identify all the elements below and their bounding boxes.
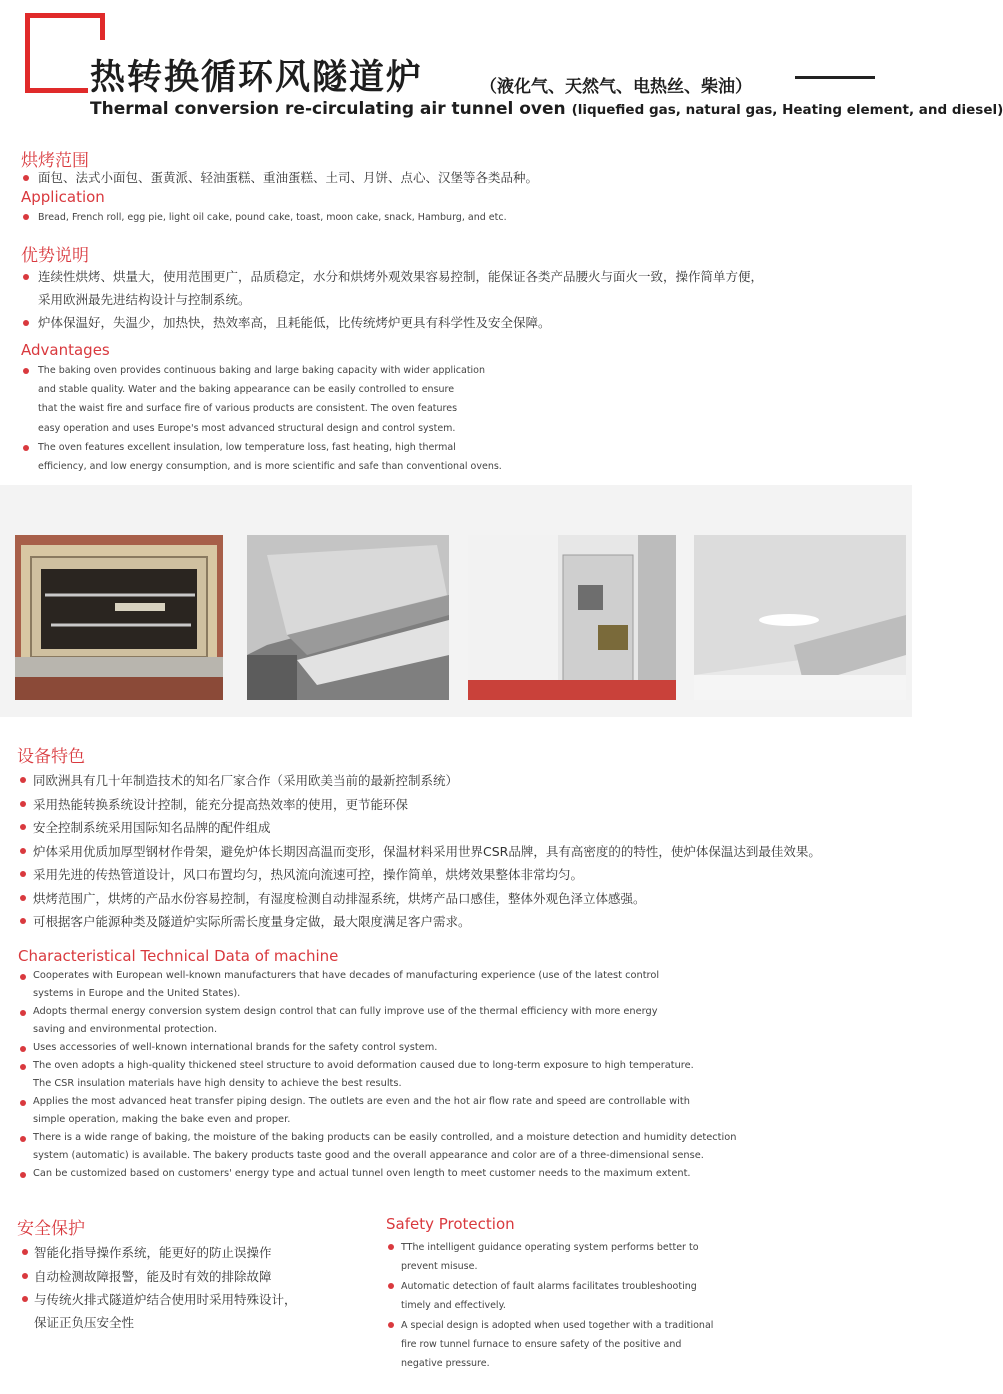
safety-item-cn-line: 保证正负压安全性 [34,1315,135,1330]
features-heading-en: Characteristical Technical Data of machine [18,947,339,965]
safety-item-en [401,1316,713,1374]
bullet-icon [23,175,29,181]
bullet-icon [20,974,26,980]
title-divider [795,76,875,79]
control-cabinet-photo [468,535,676,700]
features-item-en-line: saving and environmental protection. [33,1024,218,1035]
advantages-item-cn-line: 采用欧洲最先进结构设计与控制系统。 [38,292,251,307]
safety-item-en-line: negative pressure. [401,1358,490,1370]
features-item-en-line: Uses accessories of well-known international brands for the safety control system. [33,1042,438,1053]
bullet-icon [20,1046,26,1052]
features-item-en-line: The oven adopts a high-quality thickened steel structure to avoid deformation caused due to long-term exposure to high temperature. [33,1060,694,1071]
advantages-item-cn [38,311,551,334]
features-item-en-line: simple operation, making the bake even and proper. [33,1114,291,1125]
page-title-cn-subtitle: （液化气、天然气、电热丝、柴油） [480,77,752,97]
advantages-item-cn-line: 炉体保温好，失温少，加热快，热效率高，且耗能低，比传统烤炉更具有科学性及安全保障。 [38,315,551,330]
safety-heading-cn: 安全保护 [17,1219,85,1239]
features-item-en [33,1129,736,1165]
bullet-icon [23,274,29,280]
features-item-en [33,1093,690,1129]
page-title-en-paren: (liquefied gas, natural gas, Heating element, and diesel) [571,102,1003,118]
features-item-en [33,967,659,1003]
advantages-item-en-line: The oven features excellent insulation, low temperature loss, fast heating, high thermal [38,442,456,453]
bullet-icon [22,1273,28,1279]
advantages-item-en-line: easy operation and uses Europe's most advanced structural design and control system. [38,422,456,434]
page-title-en [90,99,1003,119]
features-item-cn: 安全控制系统采用国际知名品牌的配件组成 [33,820,271,835]
bullet-icon [23,445,29,451]
oven-interior-photo [15,535,223,700]
safety-item-cn-line: 与传统火排式隧道炉结合使用时采用特殊设计， [34,1292,297,1307]
bullet-icon [20,895,26,901]
features-item-cn: 烘烤范围广，烘烤的产品水份容易控制，有湿度检测自动排湿系统，烘烤产品口感佳，整体外观色泽立体感强。 [33,891,646,906]
features-item-en-line: systems in Europe and the United States). [33,988,241,999]
bullet-icon [20,918,26,924]
application-heading-en: Application [21,188,105,206]
features-item-en-line: Applies the most advanced heat transfer piping design. The outlets are even and the hot air flow rate and speed are controllable with [33,1096,690,1107]
features-item-en-line: The CSR insulation materials have high density to achieve the best results. [33,1078,402,1089]
advantages-heading-cn: 优势说明 [21,246,89,266]
bullet-icon [20,1100,26,1106]
features-item-en-line: Cooperates with European well-known manufacturers that have decades of manufacturing experience (use of the latest control [33,970,660,981]
bullet-icon [23,320,29,326]
features-item-en-line: There is a wide range of baking, the moisture of the baking products can be easily controlled, and a moisture detection and humidity detection [33,1132,737,1143]
bullet-icon [20,824,26,830]
safety-item-cn: 自动检测故障报警，能及时有效的排除故障 [34,1269,272,1284]
advantages-heading-en: Advantages [21,341,110,359]
bullet-icon [388,1322,394,1328]
features-item-cn: 采用热能转换系统设计控制，能充分提高热效率的使用，更节能环保 [33,797,409,812]
bullet-icon [20,848,26,854]
features-heading-cn: 设备特色 [17,747,85,767]
oven-belt-photo [247,535,449,700]
bullet-icon [20,1064,26,1070]
safety-item-en [401,1238,699,1276]
features-item-en-line: system (automatic) is available. The bakery products taste good and the overall appearance and color are of a three-dimensional sense. [33,1150,704,1161]
bullet-icon [20,1172,26,1178]
safety-item-en [401,1277,697,1315]
features-item-en [33,1165,691,1183]
bullet-icon [20,801,26,807]
bullet-icon [388,1244,394,1250]
features-item-en [33,1057,694,1093]
bullet-icon [22,1249,28,1255]
advantages-item-en-line: efficiency, and low energy consumption, and is more scientific and safe than conventional ovens. [38,461,502,473]
safety-item-cn [34,1288,297,1334]
safety-item-en-line: Automatic detection of fault alarms facilitates troubleshooting [401,1281,697,1292]
features-item-en [33,1039,437,1057]
features-item-en-line: Can be customized based on customers' energy type and actual tunnel oven length to meet customer needs to the maximum extent. [33,1168,691,1179]
advantages-item-cn-line: 连续性烘烤、烘量大，使用范围更广，品质稳定，水分和烘烤外观效果容易控制，能保证各类产品腰火与面火一致，操作简单方便， [38,269,764,284]
advantages-item-en-line: The baking oven provides continuous baking and large baking capacity with wider application [38,365,486,376]
features-item-en-line: Adopts thermal energy conversion system design control that can fully improve use of the thermal efficiency with more energy [33,1006,658,1017]
bullet-icon [23,214,29,220]
safety-item-en-line: A special design is adopted when used together with a traditional [401,1320,714,1331]
bullet-icon [388,1283,394,1289]
application-heading-cn: 烘烤范围 [21,151,89,171]
page-title-cn: 热转换循环风隧道炉 [90,58,424,98]
bullet-icon [20,1010,26,1016]
safety-item-en-line: timely and effectively. [401,1300,506,1312]
bullet-icon [22,1296,28,1302]
application-text-cn: 面包、法式小面包、蛋黄派、轻油蛋糕、重油蛋糕、土司、月饼、点心、汉堡等各类品种。 [38,170,539,185]
bullet-icon [23,368,29,374]
oven-top-photo [694,535,906,700]
features-item-cn: 炉体采用优质加厚型钢材作骨架，避免炉体长期因高温而变形，保温材料采用世界CSR品牌，具有高密度的的特性，使炉体保温达到最佳效果。 [33,844,821,859]
application-text-en: Bread, French roll, egg pie, light oil cake, pound cake, toast, moon cake, snack, Hamburg, and etc. [38,212,507,223]
advantages-item-en-line: that the waist fire and surface fire of various products are consistent. The oven features [38,403,458,415]
advantages-item-en-line: and stable quality. Water and the baking appearance can be easily controlled to ensure [38,384,455,396]
bullet-icon [20,777,26,783]
advantages-item-en [38,438,502,476]
features-item-cn: 同欧洲具有几十年制造技术的知名厂家合作（采用欧美当前的最新控制系统） [33,773,459,788]
safety-item-en-line: prevent misuse. [401,1261,478,1273]
advantages-item-cn [38,265,763,311]
bullet-icon [20,871,26,877]
features-item-cn: 可根据客户能源种类及隧道炉实际所需长度量身定做，最大限度满足客户需求。 [33,914,471,929]
features-item-cn: 采用先进的传热管道设计，风口布置均匀，热风流向流速可控，操作简单，烘烤效果整体非常均匀。 [33,867,584,882]
features-item-en [33,1003,658,1039]
safety-item-cn: 智能化指导操作系统，能更好的防止误操作 [34,1245,272,1260]
safety-item-en-line: TThe intelligent guidance operating system performs better to [401,1242,699,1253]
safety-heading-en: Safety Protection [386,1215,515,1233]
advantages-item-en [38,361,485,438]
page-title-en-main: Thermal conversion re-circulating air tunnel oven [90,99,566,119]
safety-item-en-line: fire row tunnel furnace to ensure safety of the positive and [401,1339,682,1351]
bullet-icon [20,1136,26,1142]
